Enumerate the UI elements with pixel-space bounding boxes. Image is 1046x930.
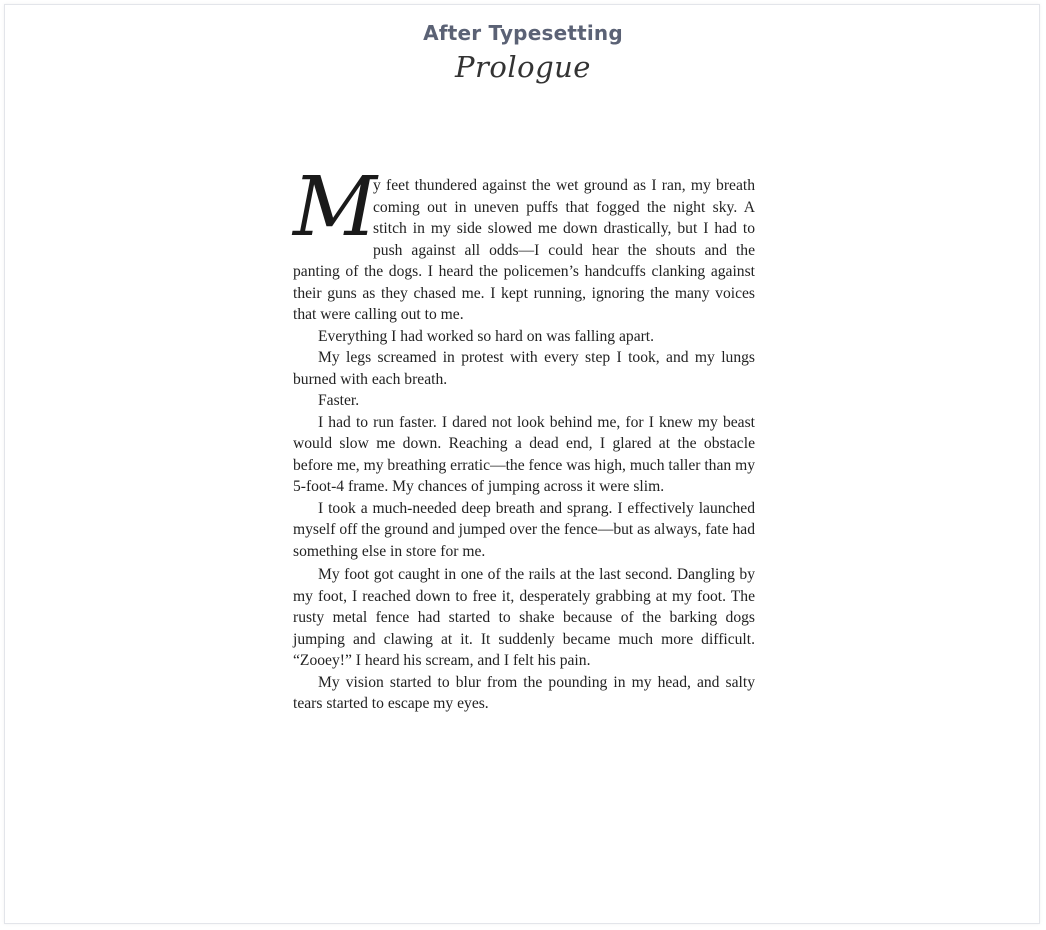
paragraph: I had to run faster. I dared not look behind me, for I knew my beast would slow me down. Reaching a dead end, I glared at the obstacle before me, my breathing erratic—the fence was high, much taller than my 5-foot-4 frame. My chances of jumping across it were slim. — [293, 413, 756, 495]
body-text — [293, 160, 756, 715]
paragraph: Everything I had worked so hard on was falling apart. — [318, 327, 655, 345]
paragraph: My vision started to blur from the pounding in my head, and salty tears started to escape my eyes. — [293, 673, 755, 712]
paragraph: Faster. — [318, 392, 360, 409]
paragraph: I took a much-needed deep breath and sprang. I effectively launched myself off the ground and jumped over the fence—but as always, fate had something else in store for me. — [293, 499, 755, 560]
chapter-title: Prologue — [455, 50, 591, 84]
paragraph: My foot got caught in one of the rails at the last second. Dangling by my foot, I reached down to free it, desperately grabbing at my foot. The rusty metal fence had started to shake because of the barking dogs jumping and clawing at it. It suddenly became much more difficult. “Zooey!” I heard his scream, and I felt his pain. — [293, 566, 755, 669]
paragraph — [293, 160, 755, 326]
paragraph: My legs screamed in protest with every step I took, and my lungs burned with each breath. — [293, 349, 755, 388]
paragraph-text: y feet thundered against the wet ground as I ran, my breath coming out in uneven puffs that fogged the night sky. A stitch in my side slowed me down drastically, but I had to push against all odds—I could hear the shouts and the panting of the dogs. I heard the policemen’s handcuffs clanking against their guns as they chased me. I kept running, ignoring the many voices that were calling out to me. — [293, 177, 755, 323]
drop-cap: M — [293, 160, 377, 255]
page-header-title: After Typesetting — [423, 21, 623, 45]
